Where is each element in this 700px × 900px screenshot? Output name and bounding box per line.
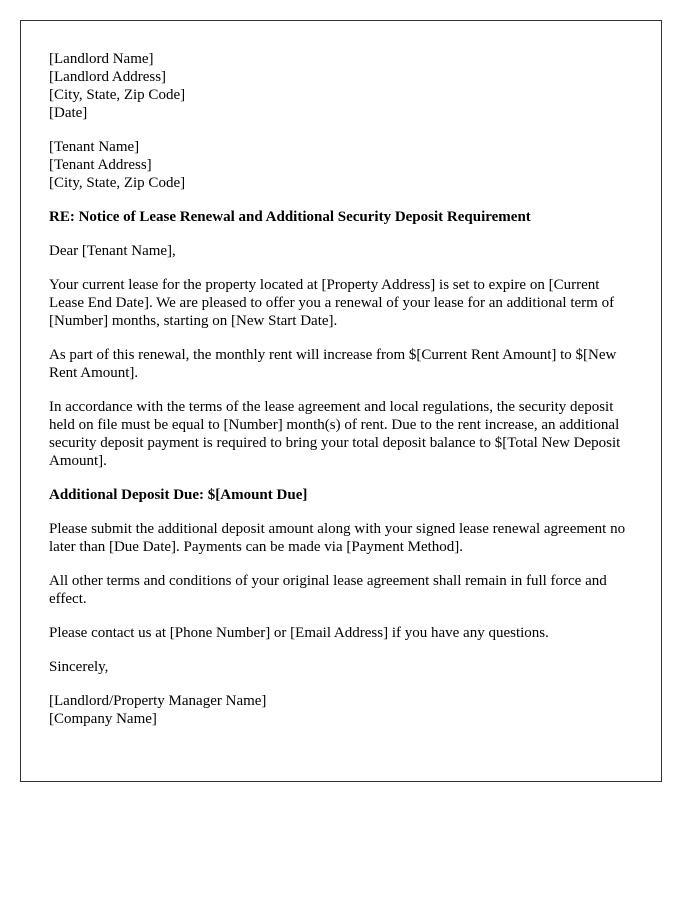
deposit-due: Additional Deposit Due: $[Amount Due] [49, 487, 308, 503]
body-paragraph: Please contact us at [Phone Number] or [Email Address] if you have any questions. [49, 625, 549, 641]
letter [20, 20, 662, 782]
recipient-block [49, 138, 633, 192]
signer-name: [Landlord/Property Manager Name] [49, 693, 267, 709]
tenant-name: [Tenant Name] [49, 139, 140, 155]
tenant-city: [City, State, Zip Code] [49, 175, 186, 191]
body-paragraph: As part of this renewal, the monthly rent will increase from $[Current Rent Amount] to $[New Rent Amount]. [49, 347, 617, 381]
salutation: Dear [Tenant Name], [49, 243, 176, 259]
signature-block [49, 692, 633, 728]
body-paragraph: In accordance with the terms of the lease agreement and local regulations, the security deposit held on file must be equal to [Number] month(s) of rent. Due to the rent increase, an additional security deposit payment is required to bring your total deposit balance to $[Total New Deposit Amount]. [49, 399, 621, 469]
body-paragraph: Please submit the additional deposit amount along with your signed lease renewal agreement no later than [Due Date]. Payments can be made via [Payment Method]. [49, 521, 626, 555]
sender-block [49, 50, 633, 122]
body-paragraph: Your current lease for the property located at [Property Address] is set to expire on [Current Lease End Date]. We are pleased to offer you a renewal of your lease for an additional term of [Number] months, starting on [New Start Date]. [49, 277, 615, 329]
subject-line: RE: Notice of Lease Renewal and Additional Security Deposit Requirement [49, 209, 531, 225]
letter-date: [Date] [49, 105, 88, 121]
body-paragraph: All other terms and conditions of your original lease agreement shall remain in full force and effect. [49, 573, 607, 607]
landlord-city: [City, State, Zip Code] [49, 87, 186, 103]
tenant-address: [Tenant Address] [49, 157, 152, 173]
landlord-name: [Landlord Name] [49, 51, 154, 67]
landlord-address: [Landlord Address] [49, 69, 167, 85]
company-name: [Company Name] [49, 711, 157, 727]
closing: Sincerely, [49, 659, 109, 675]
